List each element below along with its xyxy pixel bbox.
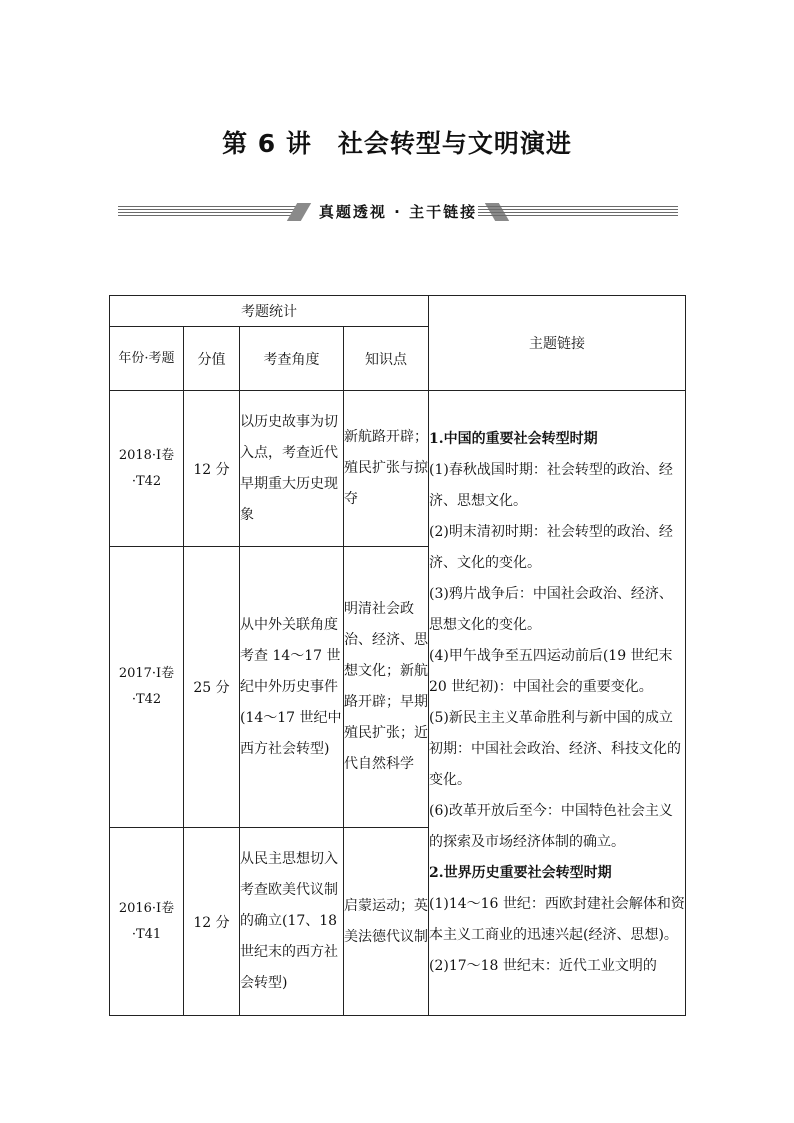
theme-item: (1)14～16 世纪：西欧封建社会解体和资本主义工商业的迅速兴起(经济、思想)。	[429, 896, 685, 943]
theme-item: (6)改革开放后至今：中国特色社会主义的探索及市场经济体制的确立。	[429, 803, 673, 850]
column-header-point: 知识点	[344, 327, 429, 391]
exam-statistics-table	[109, 295, 686, 1016]
row-point: 启蒙运动；英美法德代议制	[344, 828, 429, 1016]
column-header-angle: 考查角度	[240, 327, 344, 391]
section-banner	[118, 200, 678, 224]
theme-section-title: 2.世界历史重要社会转型时期	[429, 865, 612, 881]
row-score: 25 分	[184, 547, 240, 828]
theme-section-title: 1.中国的重要社会转型时期	[429, 431, 598, 447]
row-angle: 以历史故事为切入点，考查近代早期重大历史现象	[240, 391, 344, 547]
row-angle: 从中外关联角度考查 14～17 世纪中外历史事件(14～17 世纪中西方社会转型)	[240, 547, 344, 828]
theme-item: (2)明末清初时期：社会转型的政治、经济、文化的变化。	[429, 524, 673, 571]
row-point: 新航路开辟；殖民扩张与掠夺	[344, 391, 429, 547]
column-header-year: 年份·考题	[110, 327, 184, 391]
row-year: 2016·Ⅰ卷·T41	[110, 828, 184, 1016]
banner-label: 真题透视 · 主干链接	[298, 200, 498, 224]
theme-item: (3)鸦片战争后：中国社会政治、经济、思想文化的变化。	[429, 586, 673, 633]
theme-item: (2)17～18 世纪末：近代工业文明的	[429, 958, 657, 974]
page-title: 第 6 讲 社会转型与文明演进	[222, 129, 572, 158]
theme-item: (1)春秋战国时期：社会转型的政治、经济、思想文化。	[429, 462, 673, 509]
banner-rule-left	[118, 206, 318, 218]
row-score: 12 分	[184, 391, 240, 547]
row-year: 2017·Ⅰ卷·T42	[110, 547, 184, 828]
group-header: 考题统计	[110, 296, 429, 327]
column-header-score: 分值	[184, 327, 240, 391]
theme-links	[429, 391, 686, 1016]
row-angle: 从民主思想切入考查欧美代议制的确立(17、18 世纪末的西方社会转型)	[240, 828, 344, 1016]
theme-header: 主题链接	[429, 296, 686, 391]
row-score: 12 分	[184, 828, 240, 1016]
row-year: 2018·Ⅰ卷·T42	[110, 391, 184, 547]
banner-rule-right	[478, 206, 678, 218]
row-point: 明清社会政治、经济、思想文化；新航路开辟；早期殖民扩张；近代自然科学	[344, 547, 429, 828]
table-row	[110, 391, 686, 547]
theme-item: (5)新民主主义革命胜利与新中国的成立初期：中国社会政治、经济、科技文化的变化。	[429, 710, 681, 788]
theme-item: (4)甲午战争至五四运动前后(19 世纪末 20 世纪初)：中国社会的重要变化。	[429, 648, 673, 695]
